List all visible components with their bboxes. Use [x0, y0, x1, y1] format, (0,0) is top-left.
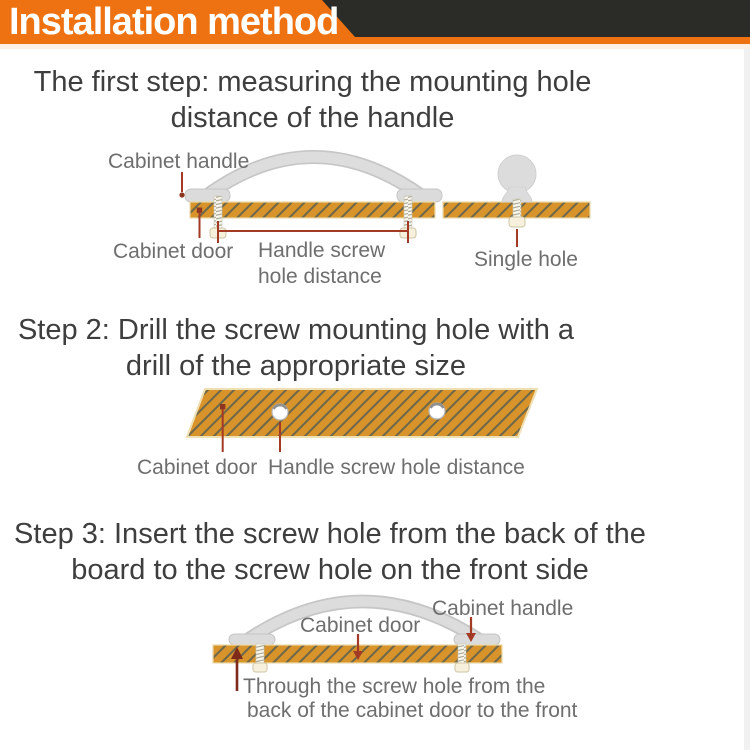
step1-heading-line2: distance of the handle [170, 102, 455, 134]
label-cabinet-door: Cabinet door [300, 614, 421, 637]
drilled-board [187, 389, 537, 437]
knob-graphic [498, 155, 536, 202]
label-handle-screw-distance-line1: Handle screw [258, 239, 386, 262]
cabinet-door-pointer-line [197, 208, 202, 239]
label-cabinet-door: Cabinet door [113, 240, 234, 263]
label-cabinet-door: Cabinet door [137, 456, 258, 479]
cabinet-handle-pointer-line [179, 172, 184, 198]
label-single-hole: Single hole [474, 248, 578, 271]
label-cabinet-handle: Cabinet handle [432, 597, 574, 620]
label-handle-screw-distance-line2: hole distance [258, 265, 382, 288]
step1-heading-line1: The first step: measuring the mounting hole [33, 66, 592, 98]
drilled-hole-right [429, 403, 445, 419]
label-handle-screw-hole-distance: Handle screw hole distance [268, 456, 525, 479]
label-through-hole-line1: Through the screw hole from the [243, 675, 546, 698]
step2-heading-line2: drill of the appropriate size [125, 350, 467, 382]
cabinet-door-board [190, 202, 435, 218]
label-through-hole-line2: back of the cabinet door to the front [247, 699, 578, 722]
step3-heading-line2: board to the screw hole on the front side [71, 554, 589, 586]
label-cabinet-handle: Cabinet handle [108, 150, 250, 173]
step2-heading-line1: Step 2: Drill the screw mounting hole with a [17, 314, 575, 346]
drilled-hole-left [272, 404, 288, 420]
step2-diagram [187, 389, 537, 452]
step3-heading-line1: Step 3: Insert the screw hole from the back of the [14, 518, 646, 550]
page-title: Installation method [9, 1, 339, 43]
